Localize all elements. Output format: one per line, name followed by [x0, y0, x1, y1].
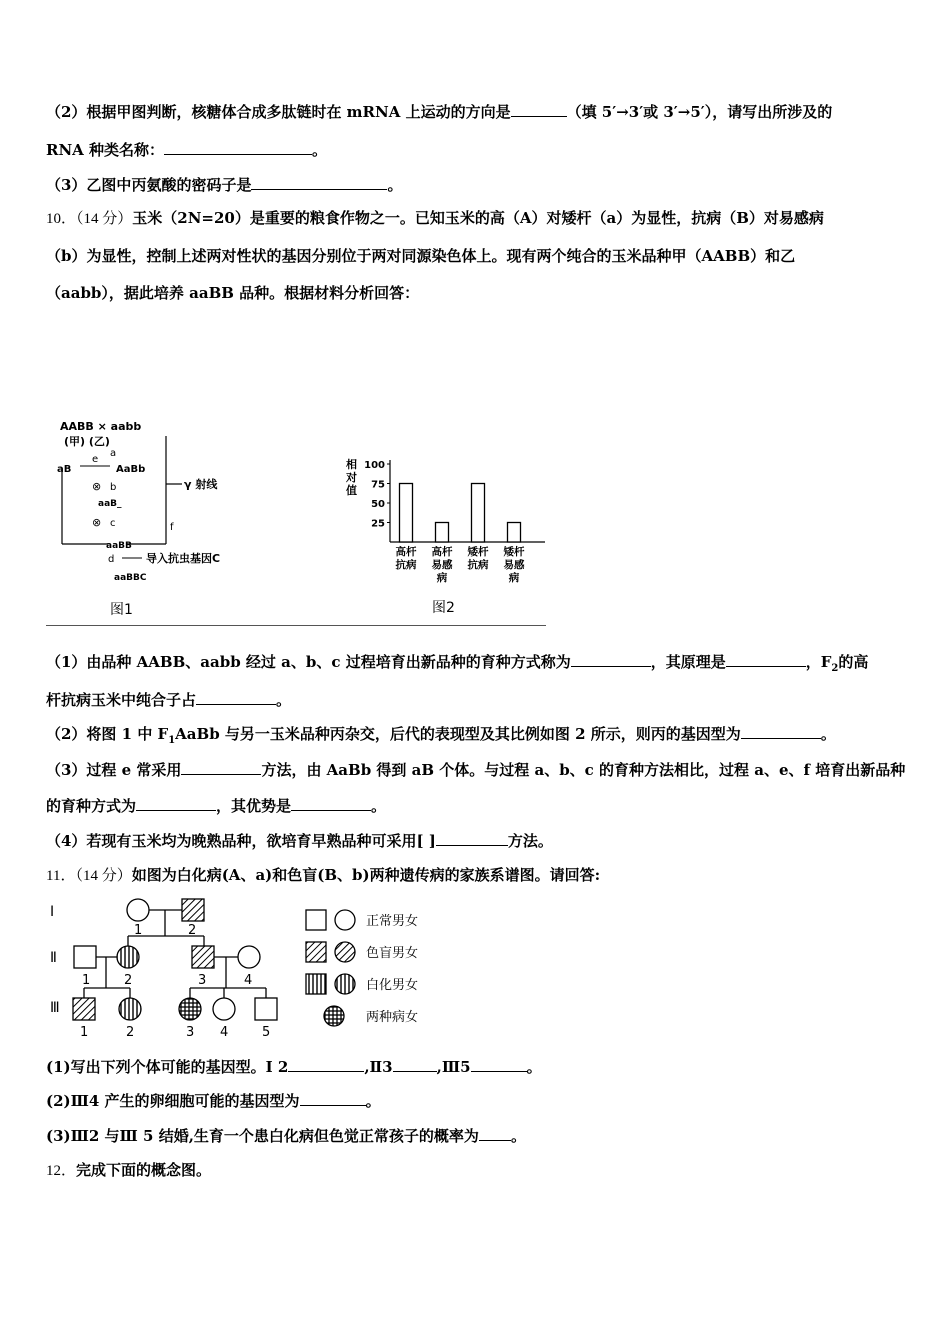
bar [400, 484, 413, 543]
legend-both-female [324, 1006, 344, 1026]
answer-blank[interactable] [741, 724, 821, 739]
pedigree-label: 5 [262, 1025, 271, 1040]
legend-label: 正常男女 [366, 914, 419, 929]
y-axis-label: 相 [346, 458, 357, 471]
y-axis-label: 对 [346, 471, 357, 484]
x-tick-label: 矮杆 [503, 546, 525, 558]
x-tick-label: 高杆 [431, 546, 453, 558]
pedigree-chart [44, 894, 464, 1044]
q11-sub3: (3)Ⅲ2 与Ⅲ 5 结婚,生育一个患白化病但色觉正常孩子的概率为 。 [46, 1127, 526, 1145]
x-tick-label: 抗病 [395, 559, 417, 571]
bar [508, 523, 521, 543]
pedigree-label: 2 [124, 973, 133, 988]
answer-blank[interactable] [136, 796, 216, 811]
figure-2-bar-chart [340, 446, 554, 626]
q11-sub2: (2)Ⅲ4 产生的卵细胞可能的基因型为 。 [46, 1092, 381, 1110]
parents-label: (甲) (乙) [64, 435, 110, 448]
aab-label: aaB_ [98, 499, 122, 509]
legend-colorblind-female [335, 942, 355, 962]
selfing-symbol-2: ⊗ [92, 516, 102, 529]
pedigree-III4-female [213, 998, 235, 1020]
figure-divider [46, 625, 546, 626]
q10-sub3-line1: （3）过程 e 常采用 方法，由 AaBb 得到 aB 个体。与过程 a、b、c 的育种方法相比，过程 a、e、f 培育出新品种 [46, 761, 906, 779]
answer-blank[interactable] [393, 1057, 437, 1072]
cross-label: AABB × aabb [60, 420, 142, 433]
x-tick-label: 病 [436, 572, 448, 584]
answer-blank[interactable] [571, 652, 651, 667]
q10-intro-line2: （b）为显性，控制上述两对性状的基因分别位于两对同源染色体上。现有两个纯合的玉米品种甲（AABB）和乙 [46, 247, 796, 265]
answer-blank[interactable] [181, 760, 261, 775]
x-tick-label: 易感 [431, 559, 453, 571]
legend-label: 白化男女 [366, 978, 419, 993]
q10-intro-line1: 10．（14 分）玉米（2N=20）是重要的粮食作物之一。已知玉米的高（A）对矮杆（a）为显性，抗病（B）对易感病 [46, 209, 824, 227]
q10-sub2: （2）将图 1 中 $F_1AaBb$ 与另一玉米品种丙杂交，后代的表现型及其比例如图 2 所示，则丙的基因型为 。 [46, 725, 836, 746]
legend-label: 色盲男女 [366, 946, 419, 961]
answer-blank[interactable] [291, 796, 371, 811]
answer-blank[interactable] [436, 831, 508, 846]
pedigree-label: 1 [80, 1025, 89, 1040]
q9-part2-line1: （2）根据甲图判断，核糖体合成多肽链时在 mRNA 上运动的方向是 （填 5′→3′或 3′→5′），请写出所涉及的 [46, 103, 833, 121]
selfing-symbol: ⊗ [92, 480, 102, 493]
step-c-label: c [110, 518, 116, 529]
q9-part2-line2: RNA 种类名称： 。 [46, 141, 328, 159]
legend-label: 两种病女 [366, 1010, 419, 1025]
pedigree-I2-male-colorblind [182, 899, 204, 921]
answer-blank[interactable] [471, 1057, 527, 1072]
q10-sub1-line1: （1）由品种 AABB、aabb 经过 a、b、c 过程培育出新品种的育种方式称为 ，其原理是 ，$F_2$的高 [46, 653, 869, 674]
x-tick-label: 病 [508, 572, 520, 584]
ab-gamete-label: aB [57, 464, 72, 475]
figure-2-caption: 图2 [432, 600, 455, 616]
q12: 12．完成下面的概念图。 [46, 1161, 212, 1179]
x-tick-label: 易感 [503, 559, 525, 571]
pedigree-III5-male [255, 998, 277, 1020]
pedigree-II1-male [74, 946, 96, 968]
pedigree-III3-female-both [179, 998, 201, 1020]
y-tick-label: 50 [371, 499, 385, 510]
answer-blank[interactable] [251, 175, 387, 190]
pedigree-label: 2 [126, 1025, 135, 1040]
y-tick-label: 75 [371, 479, 385, 491]
step-f-label: f [170, 522, 174, 533]
step-b-label: b [110, 482, 117, 493]
legend-colorblind-male [306, 942, 326, 962]
figure-1-caption: 图1 [110, 602, 133, 618]
answer-blank[interactable] [511, 102, 567, 117]
y-tick-label: 25 [371, 518, 385, 530]
f1-genotype-label: AaBb [116, 464, 146, 475]
q10-sub4: （4）若现有玉米均为晚熟品种，欲培育早熟品种可采用[ ] 方法。 [46, 832, 553, 850]
y-axis-label: 值 [346, 484, 357, 497]
pedigree-III2-female-albino [119, 998, 141, 1020]
pedigree-label: 3 [198, 973, 207, 988]
legend-normal-male [306, 910, 326, 930]
x-tick-label: 高杆 [395, 546, 417, 558]
aabb-label: aaBB [106, 541, 132, 551]
insert-gene-label: 导入抗虫基因C [146, 552, 221, 565]
generation-II-label: Ⅱ [50, 950, 57, 966]
answer-blank[interactable] [288, 1057, 364, 1072]
y-tick-label: 100 [364, 460, 385, 471]
x-tick-label: 抗病 [467, 559, 489, 571]
pedigree-label: 1 [82, 973, 91, 988]
pedigree-label: 3 [186, 1025, 195, 1040]
q10-sub1-line2: 杆抗病玉米中纯合子占 。 [46, 691, 292, 709]
q10-intro-line3: （aabb），据此培养 aaBB 品种。根据材料分析回答： [46, 284, 420, 302]
pedigree-III1-male-colorblind [73, 998, 95, 1020]
pedigree-label: 4 [220, 1025, 229, 1040]
answer-blank[interactable] [196, 690, 276, 705]
pedigree-II3-male-colorblind [192, 946, 214, 968]
step-e-label: e [92, 454, 99, 465]
step-a-label: a [110, 448, 117, 459]
pedigree-label: 1 [134, 923, 143, 938]
x-tick-label: 矮杆 [467, 546, 489, 558]
q11-intro: 11．（14 分）如图为白化病(A、a)和色盲(B、b)两种遗传病的家族系谱图。请回答: [46, 866, 601, 884]
answer-blank[interactable] [300, 1091, 366, 1106]
pedigree-label: 2 [188, 923, 197, 938]
legend-albino-male [306, 974, 326, 994]
figure-1-breeding-diagram [52, 414, 282, 624]
q9-part3: （3）乙图中丙氨酸的密码子是 。 [46, 176, 403, 194]
pedigree-II4-female [238, 946, 260, 968]
gamma-ray-label: γ 射线 [184, 478, 218, 491]
q10-sub3-line2: 的育种方式为 ，其优势是 。 [46, 797, 387, 815]
bar [436, 523, 449, 543]
answer-blank[interactable] [164, 140, 312, 155]
generation-I-label: Ⅰ [50, 904, 55, 920]
generation-III-label: Ⅲ [50, 1000, 60, 1016]
bar [472, 484, 485, 543]
pedigree-II2-female-albino [117, 946, 139, 968]
answer-blank[interactable] [479, 1126, 511, 1141]
legend-albino-female [335, 974, 355, 994]
answer-blank[interactable] [726, 652, 806, 667]
aabbc-label: aaBBC [114, 573, 147, 583]
q11-sub1: (1)写出下列个体可能的基因型。Ⅰ 2 ,Ⅱ3 ,Ⅲ5 。 [46, 1058, 542, 1076]
step-d-label: d [108, 554, 115, 565]
legend-normal-female [335, 910, 355, 930]
pedigree-label: 4 [244, 973, 253, 988]
pedigree-I1-female [127, 899, 149, 921]
